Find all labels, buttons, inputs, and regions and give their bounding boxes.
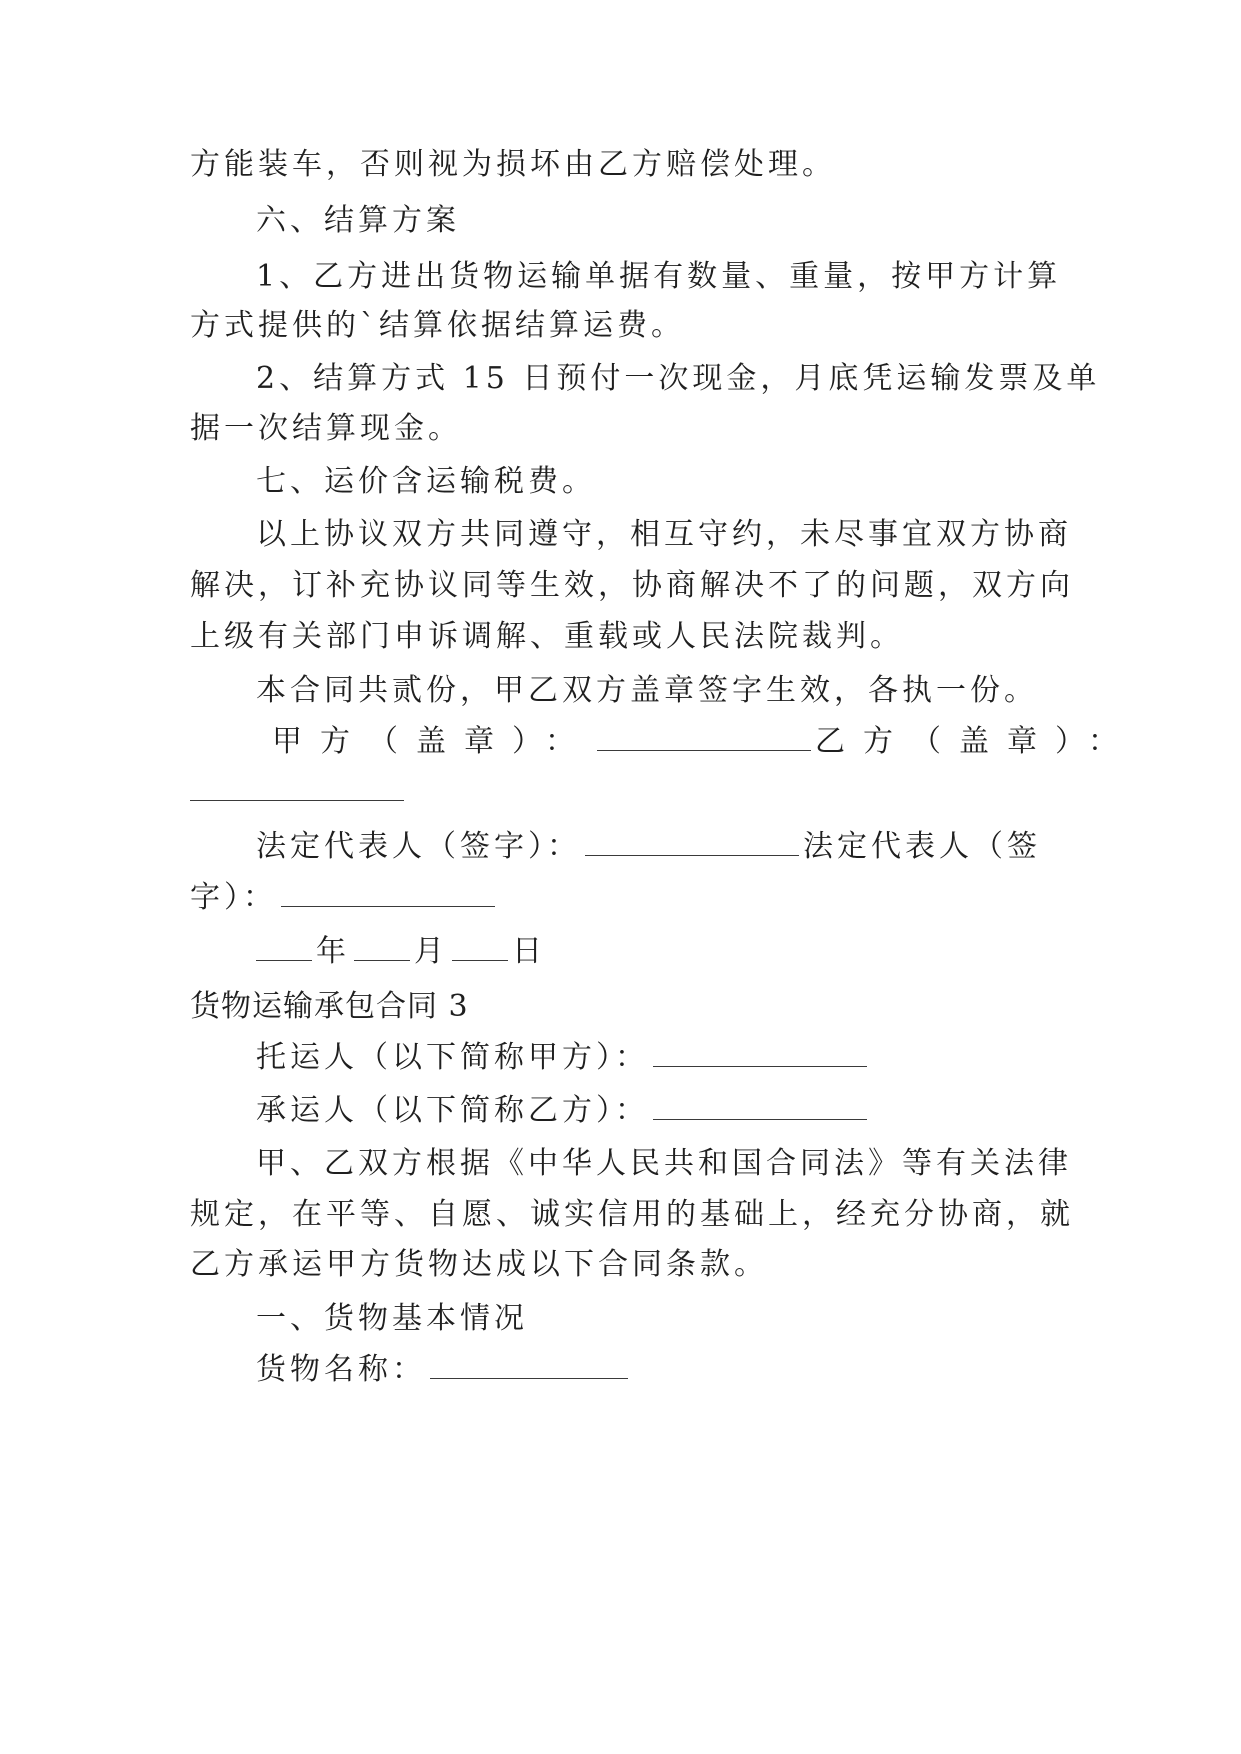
date-month-label: 月 <box>414 934 448 969</box>
legal-rep-b-label: 法定代表人（签 <box>803 829 1041 864</box>
party-a-seal-blank <box>597 724 811 751</box>
paragraph-line: 上级有关部门申诉调解、重载或人民法院裁判。 <box>190 619 904 654</box>
section-heading-goods: 一、货物基本情况 <box>256 1301 528 1336</box>
consignor-label: 托运人（以下简称甲方）： <box>256 1040 649 1075</box>
seal-line <box>272 722 1136 762</box>
section-heading-settlement: 六、结算方案 <box>256 203 460 238</box>
paragraph-line: 据一次结算现金。 <box>190 411 462 446</box>
legal-rep-b-label-cont: 字）： <box>190 880 277 915</box>
paragraph-line: 2、结算方式 15 日预付一次现金，月底凭运输发票及单 <box>256 361 1101 396</box>
paragraph-line: 方式提供的`结算依据结算运费。 <box>190 308 685 343</box>
date-year-blank <box>256 934 312 961</box>
legal-rep-b-blank <box>281 880 495 907</box>
goods-name-blank <box>430 1352 628 1379</box>
paragraph-line: 解决，订补充协议同等生效，协商解决不了的问题，双方向 <box>190 568 1074 603</box>
carrier-blank <box>653 1093 867 1120</box>
goods-name-label: 货物名称： <box>256 1352 426 1387</box>
paragraph-line: 1、乙方进出货物运输单据有数量、重量，按甲方计算 <box>256 259 1062 294</box>
party-a-seal-label: 甲方（盖章）： <box>272 724 593 759</box>
preamble-line: 甲、乙双方根据《中华人民共和国合同法》等有关法律 <box>256 1146 1072 1181</box>
contract-3-title: 货物运输承包合同 3 <box>190 989 469 1024</box>
paragraph-line: 本合同共贰份，甲乙双方盖章签字生效，各执一份。 <box>256 673 1038 708</box>
consignor-line <box>256 1038 871 1078</box>
party-b-seal-blank-line <box>190 772 408 812</box>
date-month-blank <box>354 934 410 961</box>
date-year-label: 年 <box>316 934 350 969</box>
party-b-seal-label: 乙方（盖章）： <box>815 724 1136 759</box>
party-b-seal-blank <box>190 774 404 801</box>
preamble-line: 乙方承运甲方货物达成以下合同条款。 <box>190 1247 768 1282</box>
legal-rep-a-blank <box>585 829 799 856</box>
carrier-line <box>256 1091 871 1131</box>
date-day-blank <box>452 934 508 961</box>
paragraph-line: 以上协议双方共同遵守，相互守约，未尽事宜双方协商 <box>256 517 1072 552</box>
paragraph-line: 方能装车，否则视为损坏由乙方赔偿处理。 <box>190 147 836 182</box>
legal-rep-line <box>256 827 1041 867</box>
legal-rep-a-label: 法定代表人（签字）： <box>256 829 581 864</box>
date-line <box>256 932 546 972</box>
section-heading-tax: 七、运价含运输税费。 <box>256 464 596 499</box>
legal-rep-b-line <box>190 878 499 918</box>
consignor-blank <box>653 1040 867 1067</box>
carrier-label: 承运人（以下简称乙方）： <box>256 1093 649 1128</box>
date-day-label: 日 <box>512 934 546 969</box>
preamble-line: 规定，在平等、自愿、诚实信用的基础上，经充分协商，就 <box>190 1197 1074 1232</box>
goods-name-line <box>256 1350 632 1390</box>
